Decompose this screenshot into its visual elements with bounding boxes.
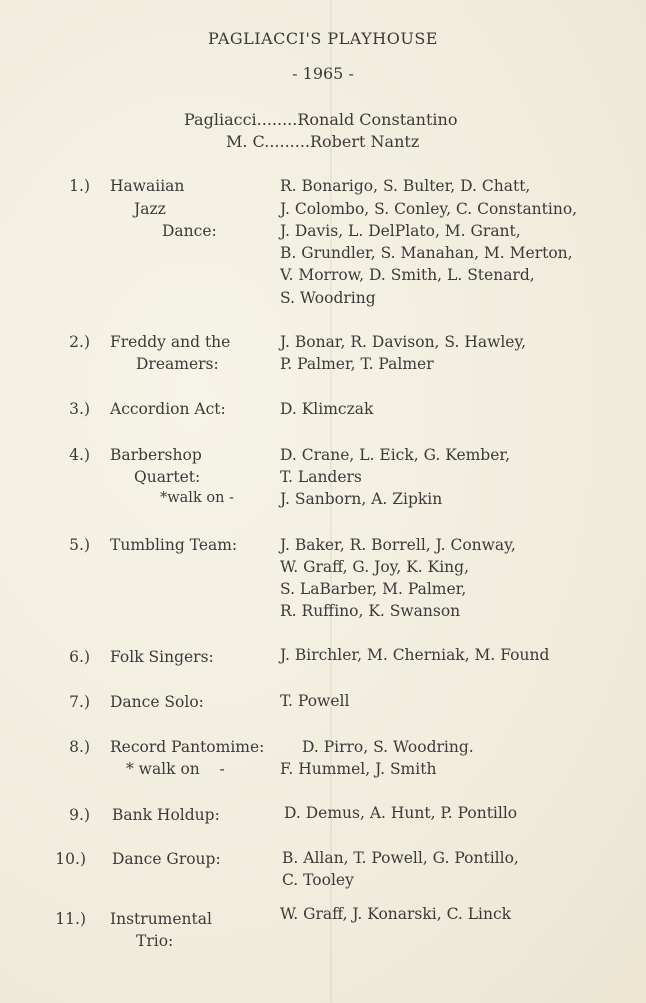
act-number: 7.) bbox=[69, 693, 90, 711]
walk-on-label: *walk on - bbox=[160, 490, 234, 506]
act-number: 9.) bbox=[69, 806, 90, 824]
program-title: PAGLIACCI'S PLAYHOUSE bbox=[208, 29, 438, 48]
performer-line: J. Bonar, R. Davison, S. Hawley, bbox=[280, 333, 527, 351]
cast-name: Robert Nantz bbox=[310, 132, 420, 151]
act-label: Instrumental bbox=[110, 910, 212, 928]
act-label: Folk Singers: bbox=[110, 648, 214, 666]
performer-line: P. Palmer, T. Palmer bbox=[280, 355, 434, 373]
performer-line: S. Woodring bbox=[280, 289, 376, 307]
act-number: 10.) bbox=[55, 850, 86, 868]
act-number: 4.) bbox=[69, 446, 90, 464]
performer-line: J. Davis, L. DelPlato, M. Grant, bbox=[280, 222, 521, 240]
act-label: Bank Holdup: bbox=[112, 806, 220, 824]
performer-line: B. Grundler, S. Manahan, M. Merton, bbox=[280, 244, 573, 262]
performer-line: D. Demus, A. Hunt, P. Pontillo bbox=[284, 804, 518, 822]
act-label: Accordion Act: bbox=[110, 400, 226, 418]
performer-line: T. Powell bbox=[280, 692, 350, 710]
performer-line: J. Birchler, M. Cherniak, M. Found bbox=[280, 646, 550, 664]
cast-role: Pagliacci........ bbox=[184, 110, 298, 129]
performer-line: D. Klimczak bbox=[280, 400, 374, 418]
cast-line-pagliacci bbox=[184, 110, 457, 129]
act-number: 5.) bbox=[69, 536, 90, 554]
performer-line: C. Tooley bbox=[282, 871, 354, 889]
act-number: 11.) bbox=[55, 910, 86, 928]
act-number: 6.) bbox=[69, 648, 90, 666]
performer-line: J. Baker, R. Borrell, J. Conway, bbox=[280, 536, 516, 554]
performer-line: R. Ruffino, K. Swanson bbox=[280, 602, 461, 620]
performer-line: B. Allan, T. Powell, G. Pontillo, bbox=[282, 849, 519, 867]
act-number: 1.) bbox=[69, 177, 90, 195]
act-label: Tumbling Team: bbox=[110, 536, 238, 554]
performer-line: D. Crane, L. Eick, G. Kember, bbox=[280, 446, 511, 464]
act-label: Trio: bbox=[136, 932, 174, 950]
performer-line: W. Graff, J. Konarski, C. Linck bbox=[280, 905, 512, 923]
performer-line: J. Colombo, S. Conley, C. Constantino, bbox=[280, 200, 578, 218]
act-label: Quartet: bbox=[134, 468, 201, 486]
performer-line: T. Landers bbox=[280, 468, 362, 486]
act-label: Jazz bbox=[134, 200, 166, 218]
cast-role: M. C......... bbox=[226, 132, 310, 151]
act-label: Barbershop bbox=[110, 446, 202, 464]
cast-name: Ronald Constantino bbox=[297, 110, 458, 129]
program-year: - 1965 - bbox=[292, 64, 354, 83]
act-number: 2.) bbox=[69, 333, 90, 351]
act-label: Dance Solo: bbox=[110, 693, 204, 711]
performer-line: F. Hummel, J. Smith bbox=[280, 760, 437, 778]
act-label: Freddy and the bbox=[110, 333, 231, 351]
act-number: 8.) bbox=[69, 738, 90, 756]
act-label: Record Pantomime: bbox=[110, 738, 265, 756]
act-number: 3.) bbox=[69, 400, 90, 418]
walk-on-label: * walk on - bbox=[126, 760, 225, 778]
act-label: Dance: bbox=[162, 222, 217, 240]
act-label: Dreamers: bbox=[136, 355, 219, 373]
performer-line: J. Sanborn, A. Zipkin bbox=[280, 490, 443, 508]
performer-line: R. Bonarigo, S. Bulter, D. Chatt, bbox=[280, 177, 531, 195]
performer-line: S. LaBarber, M. Palmer, bbox=[280, 580, 467, 598]
performer-line: W. Graff, G. Joy, K. King, bbox=[280, 558, 470, 576]
performer-line: V. Morrow, D. Smith, L. Stenard, bbox=[280, 266, 535, 284]
performer-line: D. Pirro, S. Woodring. bbox=[302, 738, 474, 756]
act-label: Hawaiian bbox=[110, 177, 185, 195]
cast-line-mc bbox=[226, 132, 419, 151]
act-label: Dance Group: bbox=[112, 850, 221, 868]
